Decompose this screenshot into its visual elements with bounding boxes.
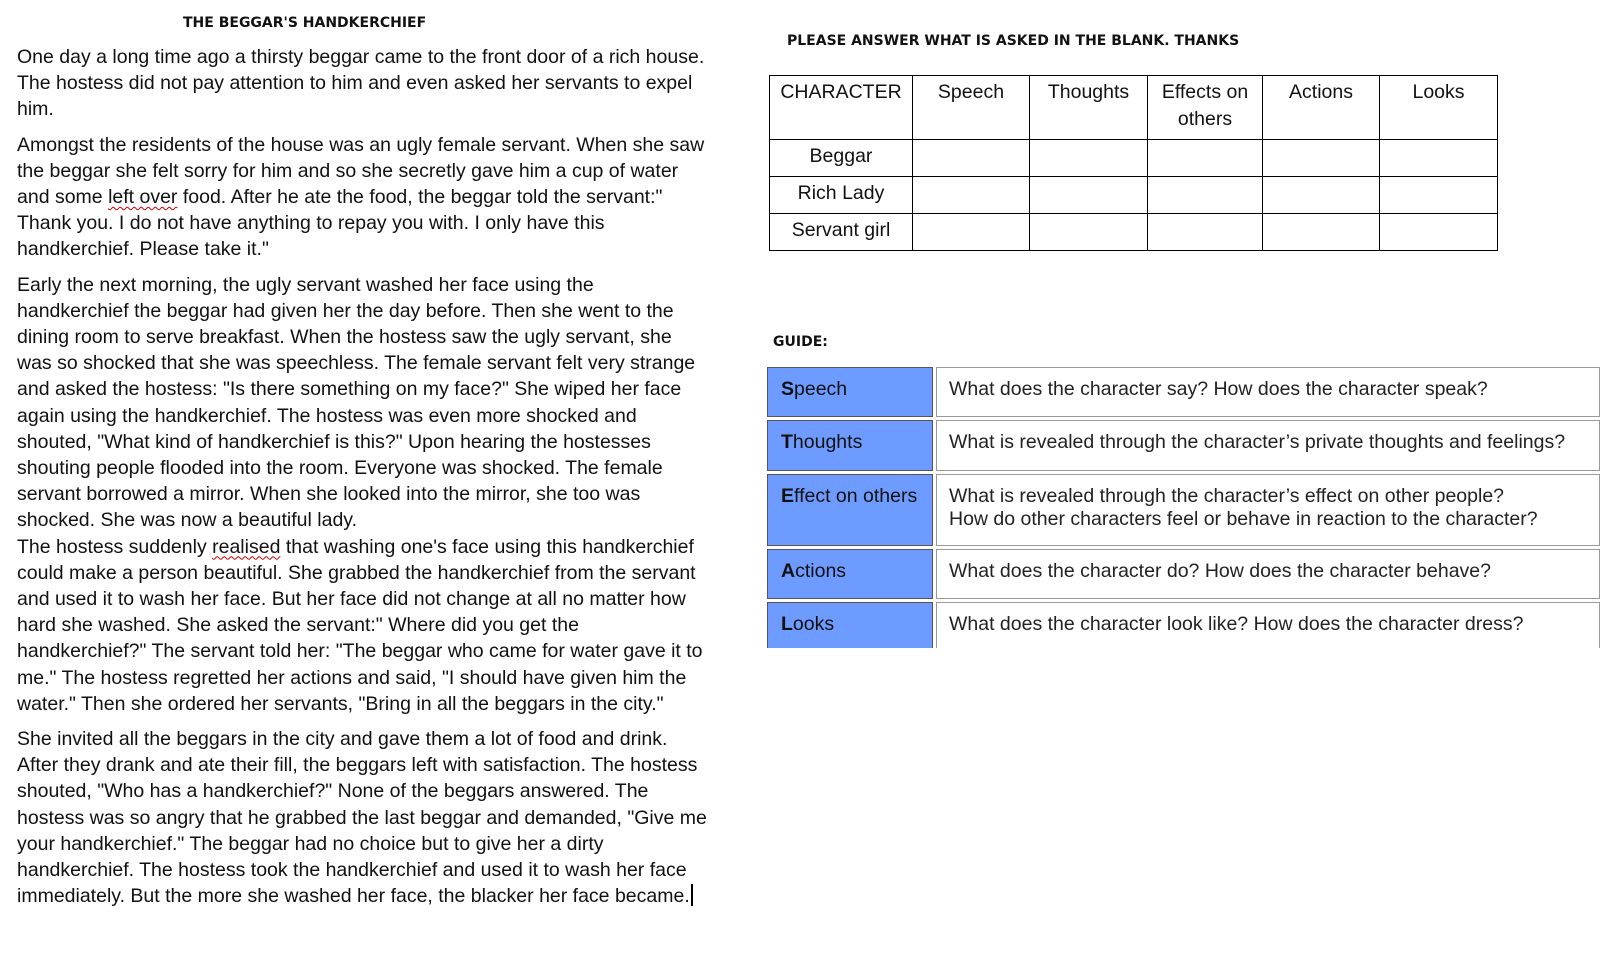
term-rest: houghts [792, 431, 863, 453]
story-text-run: food. After he ate the food, the beggar told the servant:" Thank you. I do not have anything to repay you with. I only have this handkerchief. Please take it." [17, 186, 663, 261]
answer-cell[interactable] [913, 177, 1030, 214]
table-header-row [770, 76, 1498, 140]
answer-cell[interactable] [913, 214, 1030, 251]
guide-term [767, 549, 933, 599]
term-rest: ooks [792, 613, 835, 635]
definition-line: How do other characters feel or behave in reaction to the character? [949, 508, 1538, 530]
header-thoughts: Thoughts [1030, 76, 1148, 140]
story-paragraph-2 [17, 132, 707, 263]
guide-term [767, 602, 933, 648]
answer-cell[interactable] [1380, 140, 1498, 177]
definition-line: What is revealed through the character’s effect on other people? [949, 485, 1505, 507]
text-cursor [691, 884, 693, 906]
story-paragraph-4 [17, 534, 707, 717]
worksheet-instruction: PLEASE ANSWER WHAT IS ASKED IN THE BLANK. THANKS [787, 33, 1240, 49]
guide-definition: What is revealed through the character’s private thoughts and feelings? [936, 420, 1600, 471]
term-initial: T [781, 431, 793, 453]
header-speech: Speech [913, 76, 1030, 140]
header-effects: Effects on others [1148, 76, 1263, 140]
term-rest: ctions [795, 560, 847, 582]
term-initial: A [781, 560, 796, 582]
header-character: CHARACTER [770, 76, 913, 140]
guide-title: GUIDE: [773, 334, 828, 350]
table-row [770, 140, 1498, 177]
answer-cell[interactable] [1148, 140, 1263, 177]
story-paragraph-1: One day a long time ago a thirsty beggar came to the front door of a rich house. The hostess did not pay attention to him and even asked her servants to expel him. [17, 46, 705, 121]
term-initial: E [781, 485, 795, 507]
answer-cell[interactable] [1380, 214, 1498, 251]
guide-row-effect [767, 474, 1600, 546]
guide-definition [936, 474, 1600, 546]
guide-row-speech [767, 367, 1600, 417]
answer-cell[interactable] [1380, 177, 1498, 214]
table-row [770, 214, 1498, 251]
character-table [769, 75, 1498, 251]
guide-table [767, 367, 1600, 651]
story-paragraph-3: Early the next morning, the ugly servant washed her face using the handkerchief the beggar had given her the day before. Then she went to the dining room to serve breakfast. When the hostess saw the ugly servant, she was so shocked that she was speechless. The female servant felt very strange and asked the hostess: "Is there something on my face?" She wiped her face again using the handkerchief. The hostess was even more shocked and shouted, "What kind of handkerchief is this?" Upon hearing the hostesses shouting people flooded into the room. Everyone was shocked. The female servant borrowed a mirror. When she looked into the mirror, she too was shocked. She was now a beautiful lady. [17, 273, 696, 532]
term-rest: ffect on others [794, 485, 918, 507]
header-looks: Looks [1380, 76, 1498, 140]
answer-cell[interactable] [1263, 177, 1380, 214]
guide-row-actions [767, 549, 1600, 599]
guide-term [767, 420, 933, 471]
row-label-rich-lady: Rich Lady [770, 177, 913, 214]
answer-cell[interactable] [1030, 214, 1148, 251]
guide-term [767, 367, 933, 417]
term-initial: L [781, 613, 793, 635]
story-text-run: She invited all the beggars in the city and gave them a lot of food and drink. After they drank and ate their fill, the beggars left with satisfaction. The hostess shouted, "Who has a handkerchief?" None of the beggars answered. The hostess was so angry that he grabbed the last beggar and demanded, "Give me your handkerchief." The beggar had no choice but to give her a dirty handkerchief. The hostess took the handkerchief and used it to wash her face immediately. But the more she washed her face, the blacker her face became. [17, 728, 707, 908]
answer-cell[interactable] [1030, 177, 1148, 214]
row-label-beggar: Beggar [770, 140, 913, 177]
spelling-flag[interactable]: left over [108, 186, 178, 209]
guide-row-thoughts [767, 420, 1600, 471]
answer-cell[interactable] [1148, 177, 1263, 214]
guide-term [767, 474, 933, 546]
answer-cell[interactable] [1030, 140, 1148, 177]
table-row [770, 177, 1498, 214]
term-initial: S [781, 378, 795, 400]
answer-cell[interactable] [1263, 140, 1380, 177]
answer-cell[interactable] [1148, 214, 1263, 251]
header-actions: Actions [1263, 76, 1380, 140]
story-text-run: Amongst the residents of the house was an ugly female servant. When she saw the beggar she felt sorry for him and so she secretly gave him a cup of water and some [17, 133, 705, 209]
story-text-run: The hostess suddenly [17, 535, 213, 558]
guide-row-looks [767, 602, 1600, 648]
answer-cell[interactable] [913, 140, 1030, 177]
answer-cell[interactable] [1263, 214, 1380, 251]
guide-definition: What does the character look like? How does the character dress? [936, 602, 1600, 648]
row-label-servant-girl: Servant girl [770, 214, 913, 251]
story-title: THE BEGGAR'S HANDKERCHIEF [183, 15, 427, 31]
story-text-run: that washing one's face using this handkerchief could make a person beautiful. She grabbed the handkerchief from the servant and used it to wash her face. But her face did not change at all no matter how hard she washed. She asked the servant:" Where did you get the handkerchief?" The servant told her: "The beggar who came for water gave it to me." The hostess regretted her actions and said, "I should have given him the water." Then she ordered her servants, "Bring in all the beggars in the city." [17, 535, 703, 715]
spelling-flag[interactable]: realised [212, 535, 281, 558]
story-text [17, 44, 707, 919]
guide-definition: What does the character say? How does the character speak? [936, 367, 1600, 417]
guide-definition: What does the character do? How does the character behave? [936, 549, 1600, 599]
story-paragraph-5 [17, 726, 707, 909]
term-rest: peech [794, 378, 848, 400]
